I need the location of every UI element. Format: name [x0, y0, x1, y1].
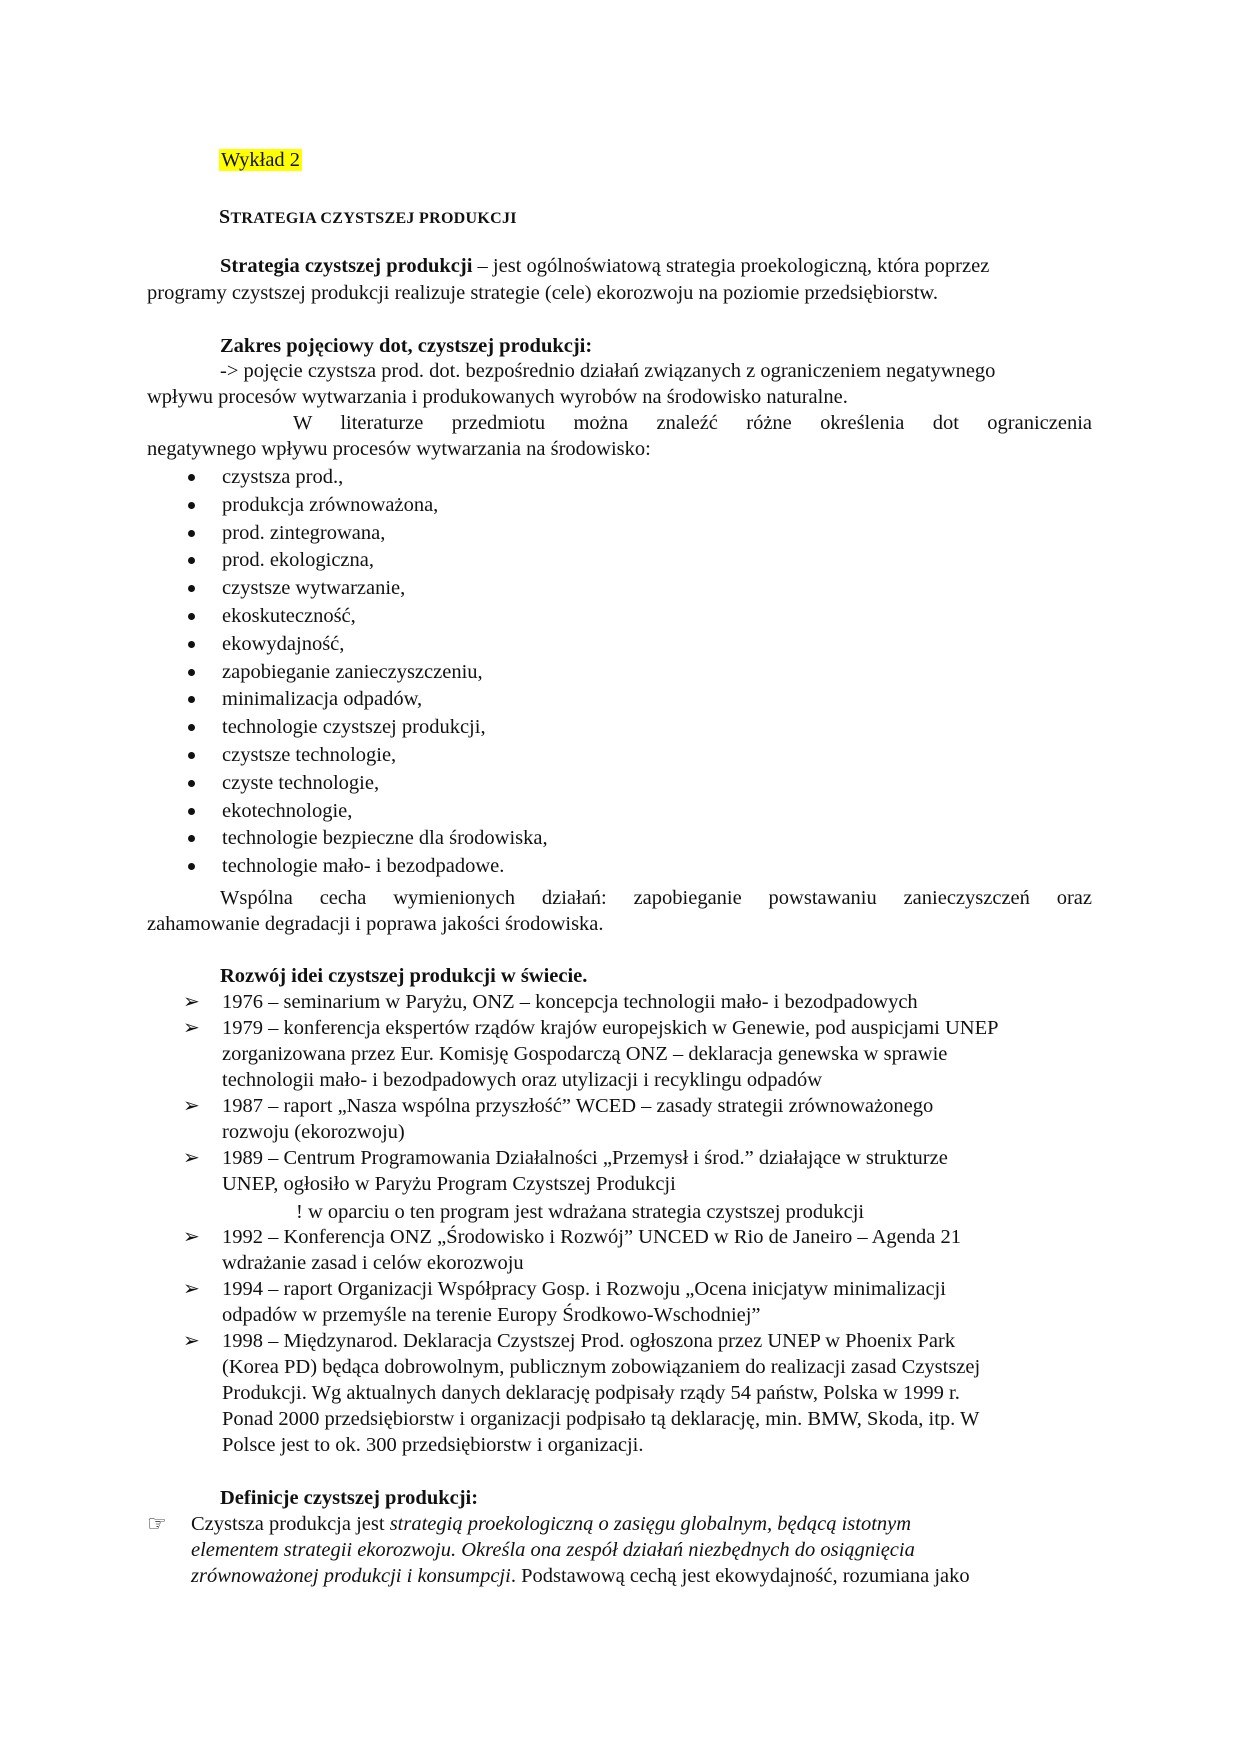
history-item-line: Produkcji. Wg aktualnych danych deklarację podpisały rządy 54 państw, Polska w 1999 r. — [222, 1382, 960, 1404]
definition-line-3: zrównoważonej produkcji i konsumpcji. Podstawową cechą jest ekowydajność, rozumiana jako — [191, 1565, 970, 1587]
history-item-line: 1998 – Międzynarod. Deklaracja Czystszej Prod. ogłoszona przez UNEP w Phoenix Park — [222, 1330, 956, 1352]
history-heading: Rozwój idei czystszej produkcji w świecie. — [220, 965, 588, 987]
bullet-icon — [188, 474, 195, 481]
history-item-line: 1987 – raport „Nasza wspólna przyszłość” WCED – zasady strategii zrównoważonego — [222, 1095, 934, 1117]
intro-line-1: Strategia czystszej produkcji – jest ogólnoświatową strategia proekologiczną, która poprzez — [220, 255, 990, 277]
bullet-icon — [188, 724, 195, 731]
history-item-line: 1994 – raport Organizacji Współpracy Gosp. i Rozwoju „Ocena inicjatyw minimalizacji — [222, 1278, 946, 1300]
history-item-line: rozwoju (ekorozwoju) — [222, 1121, 405, 1143]
arrow-bullet-icon: ➢ — [183, 1017, 200, 1039]
definition-line-1: Czystsza produkcja jest strategią proekologiczną o zasięgu globalnym, będącą istotnym — [191, 1513, 912, 1535]
list-item: prod. ekologiczna, — [222, 549, 374, 572]
common-line-1: Wspólna cecha wymienionych działań: zapobieganie powstawaniu zanieczyszczeń oraz — [220, 887, 1092, 909]
scope-line-4: negatywnego wpływu procesów wytwarzania na środowisko: — [147, 438, 651, 460]
history-item-line: (Korea PD) będąca dobrowolnym, publicznym zobowiązaniem do realizacji zasad Czystszej — [222, 1356, 981, 1378]
history-item-line: 1976 – seminarium w Paryżu, ONZ – koncepcja technologii mało- i bezodpadowych — [222, 991, 918, 1013]
bullet-icon — [188, 752, 195, 759]
scope-heading: Zakres pojęciowy dot, czystszej produkcji: — [220, 335, 593, 357]
scope-line-1: -> pojęcie czystsza prod. dot. bezpośrednio działań związanych z ograniczeniem negatywnego — [220, 360, 996, 382]
list-item: czystsza prod., — [222, 466, 344, 488]
list-item: czyste technologie, — [222, 771, 380, 794]
list-item: zapobieganie zanieczyszczeniu, — [222, 660, 483, 683]
arrow-bullet-icon: ➢ — [183, 1147, 200, 1169]
bullet-icon — [188, 669, 195, 676]
list-item: produkcja zrównoważona, — [222, 493, 439, 516]
page-title: STRATEGIA CZYSTSZEJ PRODUKCJI — [219, 206, 517, 228]
list-item: minimalizacja odpadów, — [222, 688, 423, 711]
history-item-line: zorganizowana przez Eur. Komisję Gospodarczą ONZ – deklaracja genewska w sprawie — [222, 1043, 948, 1065]
arrow-bullet-icon: ➢ — [183, 991, 200, 1013]
bullet-icon — [188, 835, 195, 842]
history-item-line: 1989 – Centrum Programowania Działalności „Przemysł i środ.” działające w strukturze — [222, 1147, 948, 1169]
bullet-icon — [188, 696, 195, 703]
bullet-icon — [188, 808, 195, 815]
history-item-line: Polsce jest to ok. 300 przedsiębiorstw i organizacji. — [222, 1434, 644, 1456]
common-line-2: zahamowanie degradacji i poprawa jakości środowiska. — [147, 913, 604, 935]
arrow-bullet-icon: ➢ — [183, 1226, 200, 1248]
bullet-icon — [188, 780, 195, 787]
list-item: ekotechnologie, — [222, 799, 353, 822]
definition-line-2: elementem strategii ekorozwoju. Określa ona zespół działań niezbędnych do osiągnięcia — [191, 1539, 915, 1561]
intro-line-2: programy czystszej produkcji realizuje strategie (cele) ekorozwoju na poziomie przedsiębiorstw. — [147, 282, 939, 304]
scope-line-3: W literaturze przedmiotu można znaleźć różne określenia dot ograniczenia — [293, 412, 1092, 434]
history-note: ! w oparciu o ten program jest wdrażana strategia czystszej produkcji — [296, 1201, 865, 1223]
history-item-line: technologii mało- i bezodpadowych oraz utylizacji i recyklingu odpadów — [222, 1069, 823, 1091]
bullet-icon — [188, 641, 195, 648]
scope-line-2: wpływu procesów wytwarzania i produkowanych wyrobów na środowisko naturalne. — [147, 386, 848, 408]
history-item-line: Ponad 2000 przedsiębiorstw i organizacji podpisało tą deklarację, min. BMW, Skoda, itp. W — [222, 1408, 980, 1430]
bullet-icon — [188, 557, 195, 564]
list-item: ekowydajność, — [222, 632, 345, 655]
arrow-bullet-icon: ➢ — [183, 1095, 200, 1117]
history-item-line: UNEP, ogłosiło w Paryżu Program Czystszej Produkcji — [222, 1173, 676, 1195]
history-item-line: 1979 – konferencja ekspertów rządów krajów europejskich w Genewie, pod auspicjami UNEP — [222, 1017, 999, 1039]
highlighted-text: Wykład 2 — [221, 149, 301, 171]
arrow-bullet-icon: ➢ — [183, 1330, 200, 1352]
list-item: technologie bezpieczne dla środowiska, — [222, 827, 548, 850]
bullet-icon — [188, 585, 195, 592]
list-item: technologie czystszej produkcji, — [222, 716, 486, 739]
list-item: prod. zintegrowana, — [222, 521, 386, 544]
definitions-heading: Definicje czystszej produkcji: — [220, 1487, 479, 1509]
history-item-line: 1992 – Konferencja ONZ „Środowisko i Rozwój” UNCED w Rio de Janeiro – Agenda 21 — [222, 1226, 962, 1248]
lecture-label — [219, 147, 302, 173]
history-item-line: odpadów w przemyśle na terenie Europy Środkowo-Wschodniej” — [222, 1304, 761, 1326]
intro-term: Strategia czystszej produkcji — [220, 255, 473, 277]
bullet-icon — [188, 530, 195, 537]
arrow-bullet-icon: ➢ — [183, 1278, 200, 1300]
bullet-icon — [188, 613, 195, 620]
pointing-hand-icon: ☞ — [147, 1511, 167, 1536]
bullet-icon — [188, 863, 195, 870]
list-item: czystsze wytwarzanie, — [222, 577, 406, 600]
list-item: czystsze technologie, — [222, 744, 397, 766]
bullet-icon — [188, 502, 195, 509]
list-item: technologie mało- i bezodpadowe. — [222, 855, 505, 878]
history-item-line: wdrażanie zasad i celów ekorozwoju — [222, 1252, 524, 1274]
list-item: ekoskuteczność, — [222, 605, 356, 627]
